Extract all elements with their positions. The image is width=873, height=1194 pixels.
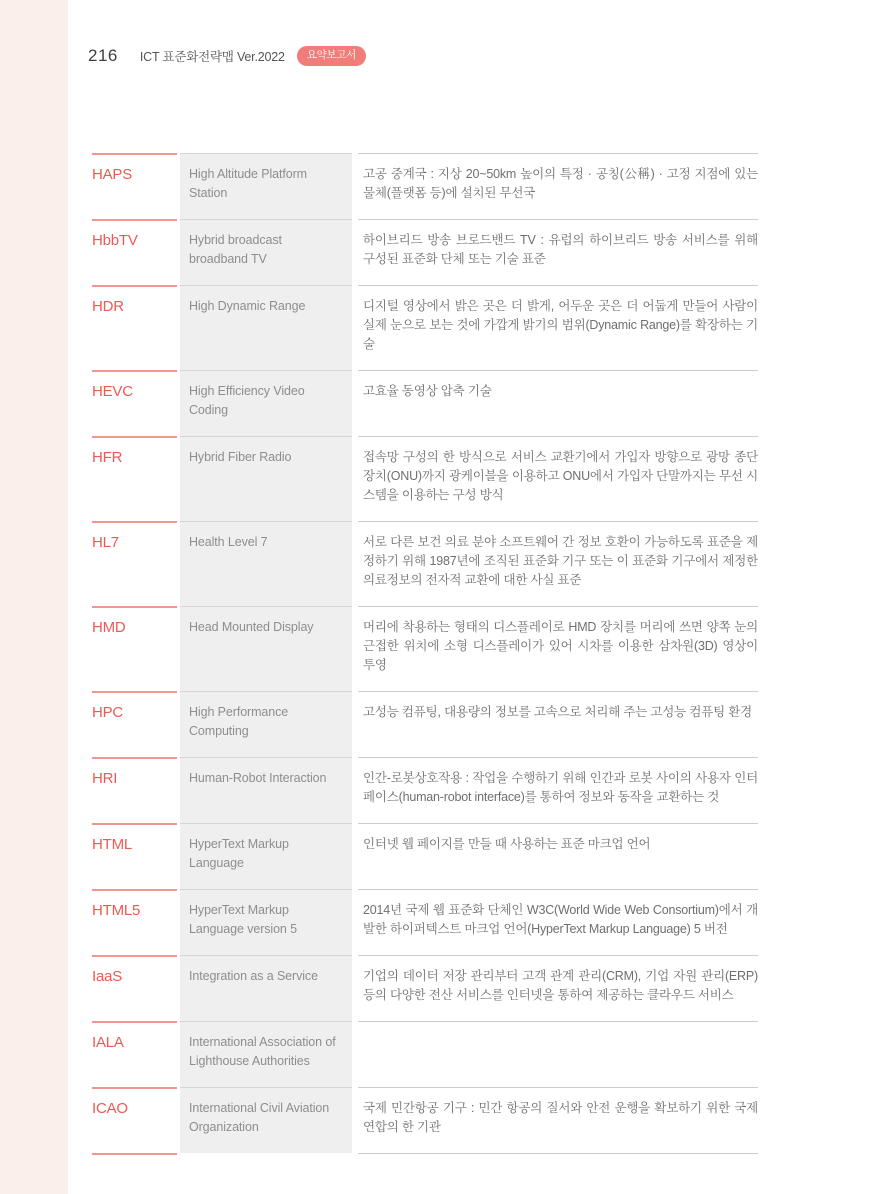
full-name-cell: High Altitude Platform Station — [180, 153, 352, 219]
description-cell: 서로 다른 보건 의료 분야 소프트웨어 간 정보 호환이 가능하도록 표준을 제정하기 위해 1987년에 조직된 표준화 기구 또는 이 표준화 기구에서 제정한 의료정보의 전자적 교환에 대한 사실 표준 — [358, 521, 758, 606]
acronym-cell: HMD — [92, 606, 177, 691]
acronym-cell: HTML5 — [92, 889, 177, 955]
acronym-cell: HRI — [92, 757, 177, 823]
glossary-table — [92, 153, 758, 1155]
header-title: ICT 표준화전략맵 Ver.2022 — [139, 50, 285, 64]
description-cell: 하이브리드 방송 브로드밴드 TV : 유럽의 하이브리드 방송 서비스를 위해 구성된 표준화 단체 또는 기술 표준 — [358, 219, 758, 285]
acronym-cell: HPC — [92, 691, 177, 757]
table-bottom-border — [358, 1153, 758, 1154]
full-name-cell: Hybrid Fiber Radio — [180, 436, 352, 521]
acronym-cell: HAPS — [92, 153, 177, 219]
full-name-cell: Integration as a Service — [180, 955, 352, 1021]
full-name-cell: International Civil Aviation Organization — [180, 1087, 352, 1153]
page-edge-strip — [0, 0, 68, 1194]
acronym-cell: HFR — [92, 436, 177, 521]
description-cell: 인간-로봇상호작용 : 작업을 수행하기 위해 인간과 로봇 사이의 사용자 인터페이스(human-robot interface)를 통하여 정보와 동작을 교환하는 것 — [358, 757, 758, 823]
acronym-cell: HTML — [92, 823, 177, 889]
full-name-cell: Head Mounted Display — [180, 606, 352, 691]
acronym-cell: HL7 — [92, 521, 177, 606]
full-name-cell: Hybrid broadcast broadband TV — [180, 219, 352, 285]
description-cell: 2014년 국제 웹 표준화 단체인 W3C(World Wide Web Consortium)에서 개발한 하이퍼텍스트 마크업 언어(HyperText Markup Language) 5 버전 — [358, 889, 758, 955]
description-cell: 고성능 컴퓨팅, 대용량의 정보를 고속으로 처리해 주는 고성능 컴퓨팅 환경 — [358, 691, 758, 757]
table-bottom-border — [92, 1153, 177, 1155]
description-cell: 머리에 착용하는 형태의 디스플레이로 HMD 장치를 머리에 쓰면 양쪽 눈의 근접한 위치에 소형 디스플레이가 있어 시차를 이용한 삼차원(3D) 영상이 투영 — [358, 606, 758, 691]
full-name-cell: High Efficiency Video Coding — [180, 370, 352, 436]
description-cell: 디지털 영상에서 밝은 곳은 더 밝게, 어두운 곳은 더 어둡게 만들어 사람이 실제 눈으로 보는 것에 가깝게 밝기의 범위(Dynamic Range)를 확장하는 기술 — [358, 285, 758, 370]
description-cell: 고공 중계국 : 지상 20~50km 높이의 특정 · 공칭(公稱) · 고정 지점에 있는 물체(플랫폼 등)에 설치된 무선국 — [358, 153, 758, 219]
column-gap — [177, 1153, 180, 1155]
page-header — [88, 46, 366, 66]
description-cell: 국제 민간항공 기구 : 민간 항공의 질서와 안전 운행을 확보하기 위한 국제 연합의 한 기관 — [358, 1087, 758, 1153]
acronym-cell: IaaS — [92, 955, 177, 1021]
description-cell — [358, 1021, 758, 1087]
full-name-cell: Health Level 7 — [180, 521, 352, 606]
full-name-cell: High Performance Computing — [180, 691, 352, 757]
description-cell: 기업의 데이터 저장 관리부터 고객 관계 관리(CRM), 기업 자원 관리(ERP) 등의 다양한 전산 서비스를 인터넷을 통하여 제공하는 클라우드 서비스 — [358, 955, 758, 1021]
description-cell: 고효율 동영상 압축 기술 — [358, 370, 758, 436]
acronym-cell: HDR — [92, 285, 177, 370]
full-name-cell: High Dynamic Range — [180, 285, 352, 370]
full-name-cell: HyperText Markup Language version 5 — [180, 889, 352, 955]
header-badge: 요약보고서 — [297, 46, 366, 66]
full-name-cell: Human-Robot Interaction — [180, 757, 352, 823]
page-number: 216 — [88, 46, 118, 65]
acronym-cell: IALA — [92, 1021, 177, 1087]
description-cell: 인터넷 웹 페이지를 만들 때 사용하는 표준 마크업 언어 — [358, 823, 758, 889]
acronym-cell: HbbTV — [92, 219, 177, 285]
full-name-cell: HyperText Markup Language — [180, 823, 352, 889]
full-name-cell: International Association of Lighthouse Authorities — [180, 1021, 352, 1087]
acronym-cell: ICAO — [92, 1087, 177, 1153]
acronym-cell: HEVC — [92, 370, 177, 436]
description-cell: 접속망 구성의 한 방식으로 서비스 교환기에서 가입자 방향으로 광망 종단 장치(ONU)까지 광케이블을 이용하고 ONU에서 가입자 단말까지는 무선 시스템을 이용하는 구성 방식 — [358, 436, 758, 521]
